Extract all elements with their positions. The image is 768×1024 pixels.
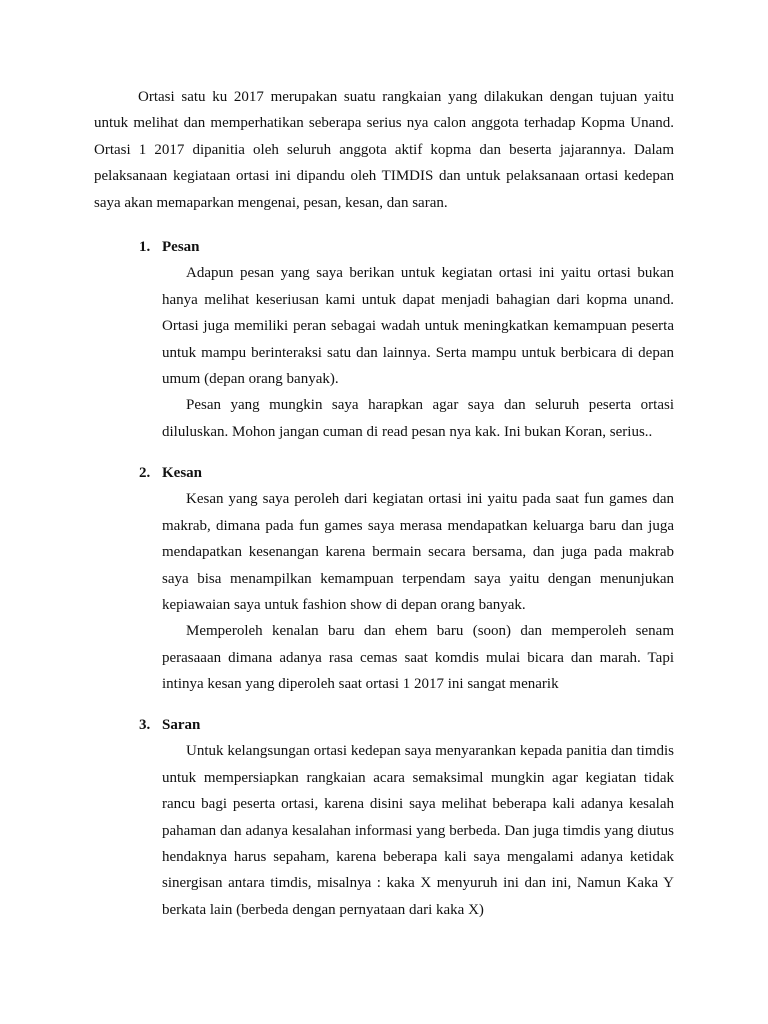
section-title: Saran — [162, 717, 201, 733]
section-number: 1. — [139, 239, 151, 255]
section-heading — [94, 460, 674, 486]
section-paragraph: Adapun pesan yang saya berikan untuk kegiatan ortasi ini yaitu ortasi bukan hanya melihat keseriusan kami untuk dapat menjadi bahagian dari kopma unand. Ortasi juga memiliki peran sebagai wadah untuk meningkatkan kemampuan peserta untuk mampu berinteraksi satu dan lainnya. Serta mampu untuk berbicara di depan umum (depan orang banyak). — [162, 265, 674, 388]
section-paragraph: Memperoleh kenalan baru dan ehem baru (soon) dan memperoleh senam perasaaan dimana adanya rasa cemas saat komdis mulai bicara dan marah. Tapi intinya kesan yang diperoleh saat ortasi 1 2017 ini sangat menarik — [162, 623, 674, 693]
intro-paragraph: Ortasi satu ku 2017 merupakan suatu rangkaian yang dilakukan dengan tujuan yaitu untuk melihat dan memperhatikan seberapa serius nya calon anggota terhadap Kopma Unand. Ortasi 1 2017 dipanitia oleh seluruh anggota aktif kopma dan beserta jajarannya. Dalam pelaksanaan kegiataan ortasi ini dipandu oleh TIMDIS dan untuk pelaksanaan ortasi kedepan saya akan memaparkan mengenai, pesan, kesan, dan saran. — [94, 89, 674, 211]
section-paragraph: Kesan yang saya peroleh dari kegiatan ortasi ini yaitu pada saat fun games dan makrab, dimana pada fun games saya merasa mendapatkan keluarga baru dan juga mendapatkan kesenangan karena bermain secara bersama, dan juga pada makrab saya bisa menampilkan kemampuan terpendam saya yaitu dengan menunjukan kepiawaian saya untuk fashion show di depan orang banyak. — [162, 491, 674, 614]
section-paragraph: Pesan yang mungkin saya harapkan agar saya dan seluruh peserta ortasi diluluskan. Mohon jangan cuman di read pesan nya kak. Ini bukan Koran, serius.. — [162, 397, 674, 440]
section-title: Kesan — [162, 465, 203, 481]
section-heading — [94, 712, 674, 738]
section-paragraph: Untuk kelangsungan ortasi kedepan saya menyarankan kepada panitia dan timdis untuk mempersiapkan rangkaian acara semaksimal mungkin agar kegiatan tidak rancu bagi peserta ortasi, karena disini saya melihat beberapa kali adanya kesalah pahaman dan adanya kesalahan informasi yang berbeda. Dan juga timdis yang diutus hendaknya harus sepaham, karena beberapa kali saya mengalami adanya ketidak sinergisan antara timdis, misalnya : kaka X menyuruh ini dan ini, Namun Kaka Y berkata lain (berbeda dengan pernyataan dari kaka X) — [162, 743, 674, 918]
section-number: 3. — [139, 717, 151, 733]
section-pesan — [94, 234, 674, 445]
section-title: Pesan — [162, 239, 200, 255]
section-number: 2. — [139, 465, 151, 481]
section-heading — [94, 234, 674, 260]
section-kesan — [94, 460, 674, 698]
section-saran — [94, 712, 674, 923]
